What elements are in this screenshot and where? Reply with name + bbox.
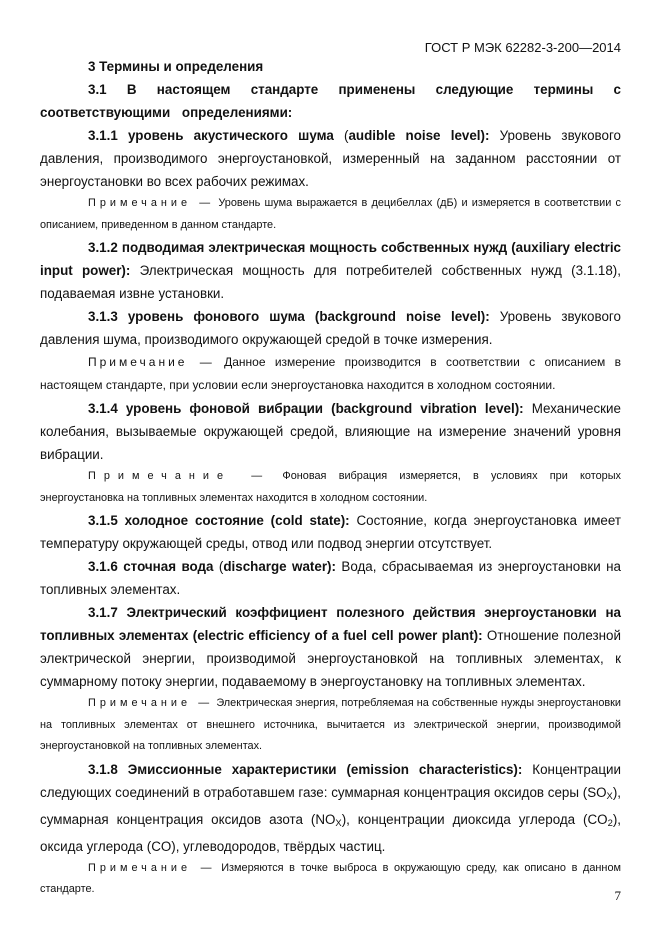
- note-3-1-7: [40, 693, 621, 758]
- note-text: Фоновая вибрация измеряется, в условиях при которых энергоустановка на топливных элементах находится в холодном состоянии.: [40, 470, 622, 504]
- term-number: 3.1.8: [88, 761, 118, 777]
- term-ru: уровень фонового шума: [127, 309, 305, 324]
- term-definition: Концентрации следующих соединений в отработавшем газе: суммарная концентрация оксидов серы $(SO_X)$, суммарная концентрация оксидов азота $(NO_X)$, концентрации диоксида углерода $(CO_2)$, оксида углерода (CO), углеводородов, твёрдых частиц.: [40, 761, 621, 854]
- term-en: (emission characteristics):: [346, 761, 523, 777]
- note-3-1-4: [40, 466, 621, 509]
- term-ru: холодное состояние: [124, 513, 264, 528]
- term-definition: Вода, сбрасываемая из энергоустановки на топливных элементах.: [40, 559, 621, 597]
- page-body: [40, 55, 621, 901]
- term-number: 3.1.1: [88, 128, 118, 143]
- term-definition: Уровень звукового давления, производимого энергоустановкой, измеренный на заданном расстоянии от энергоустановки во всех рабочих режимах.: [40, 128, 621, 189]
- term-en: (background vibration level):: [331, 401, 524, 416]
- term-en: audible noise level):: [348, 128, 490, 143]
- note-3-1-1: [40, 193, 621, 236]
- intro-paragraph: 3.1 В настоящем стандарте применены следующие термины с соответствующими определениями:: [40, 82, 621, 120]
- term-definition: Уровень звукового давления шума, производимого окружающей средой в точке измерения.: [40, 309, 621, 347]
- term-number: 3.1.7: [88, 605, 118, 620]
- note-text: Измеряются в точке выброса в окружающую среду, как описано в данном стандарте.: [40, 861, 621, 895]
- term-ru: Эмиссионные характеристики: [127, 761, 337, 777]
- term-ru: уровень акустического шума: [128, 128, 334, 143]
- term-ru: Электрический коэффициент полезного действия энергоустановки на топливных элементах: [40, 605, 621, 643]
- term-en: (background noise level):: [314, 309, 490, 324]
- term-en: (cold state):: [270, 513, 350, 528]
- term-definition: Механические колебания, вызываемые окружающей средой, влияющие на измерение значений уровня вибрации.: [40, 401, 621, 462]
- note-label: Примечание —: [88, 697, 214, 709]
- term-en: (auxiliary electric input power):: [40, 240, 621, 278]
- note-3-1-3: [40, 351, 621, 397]
- term-3-1-8: [40, 758, 621, 858]
- term-number: 3.1.3: [88, 309, 118, 324]
- term-ru: сточная вода: [123, 559, 214, 574]
- note-label: Примечание —: [88, 861, 216, 874]
- term-number: 3.1.4: [88, 401, 118, 416]
- section-heading: 3 Термины и определения: [88, 59, 264, 74]
- document-standard-header: ГОСТ Р МЭК 62282-3-200—2014: [424, 40, 621, 55]
- term-en: (electric efficiency of a fuel cell power plant):: [192, 628, 483, 643]
- note-text: Данное измерение производится в соответствии с описанием в настоящем стандарте, при условии если энергоустановка находится в холодном состоянии.: [40, 355, 621, 392]
- term-3-1-1: 3.1.1 уровень акустического шума (audible noise level): Уровень звукового давления, производимого энергоустановкой, измеренный на заданном расстоянии от энергоустановки во всех рабочих режимах.: [40, 128, 621, 189]
- note-text: Уровень шума выражается в децибеллах (дБ) и измеряется в соответствии с описанием, приведенном в данном стандарте.: [40, 197, 621, 231]
- term-3-1-7: [40, 601, 621, 693]
- term-3-1-2: [40, 236, 621, 305]
- term-3-1-5: [40, 509, 621, 555]
- term-definition: Электрическая мощность для потребителей собственных нужд (3.1.18), подаваемая извне установки.: [40, 263, 621, 301]
- note-3-1-8: [40, 858, 621, 901]
- term-number: 3.1.5: [88, 513, 118, 528]
- term-ru: уровень фоновой вибрации: [125, 401, 324, 416]
- term-number: 3.1.2: [88, 240, 118, 255]
- note-label: Примечание —: [88, 197, 215, 209]
- term-3-1-6: 3.1.6 сточная вода (discharge water): Вода, сбрасываемая из энергоустановки на топливных элементах.: [40, 559, 621, 597]
- term-number: 3.1.6: [88, 559, 118, 574]
- note-text: Электрическая энергия, потребляемая на собственные нужды энергоустановки на топливных элементах от внешнего источника, вычитается из электрической энергии, производимой энергоустановкой на топливных элементах.: [40, 697, 622, 752]
- term-definition: Отношение полезной электрической энергии, производимой энергоустановкой на топливных элементах, к суммарному потоку энергии, подаваемому в энергоустановку на топливных элементах.: [40, 628, 621, 689]
- note-label: Примечание —: [88, 355, 215, 369]
- note-label: Примечание —: [88, 470, 271, 482]
- term-3-1-3: [40, 305, 621, 351]
- term-3-1-4: [40, 397, 621, 466]
- term-definition: Состояние, когда энергоустановка имеет температуру окружающей среды, отвод или подвод энергии отсутствует.: [40, 513, 621, 551]
- term-ru: подводимая электрическая мощность собственных нужд: [121, 240, 508, 255]
- page-number: 7: [614, 888, 621, 903]
- term-en: discharge water):: [223, 559, 336, 574]
